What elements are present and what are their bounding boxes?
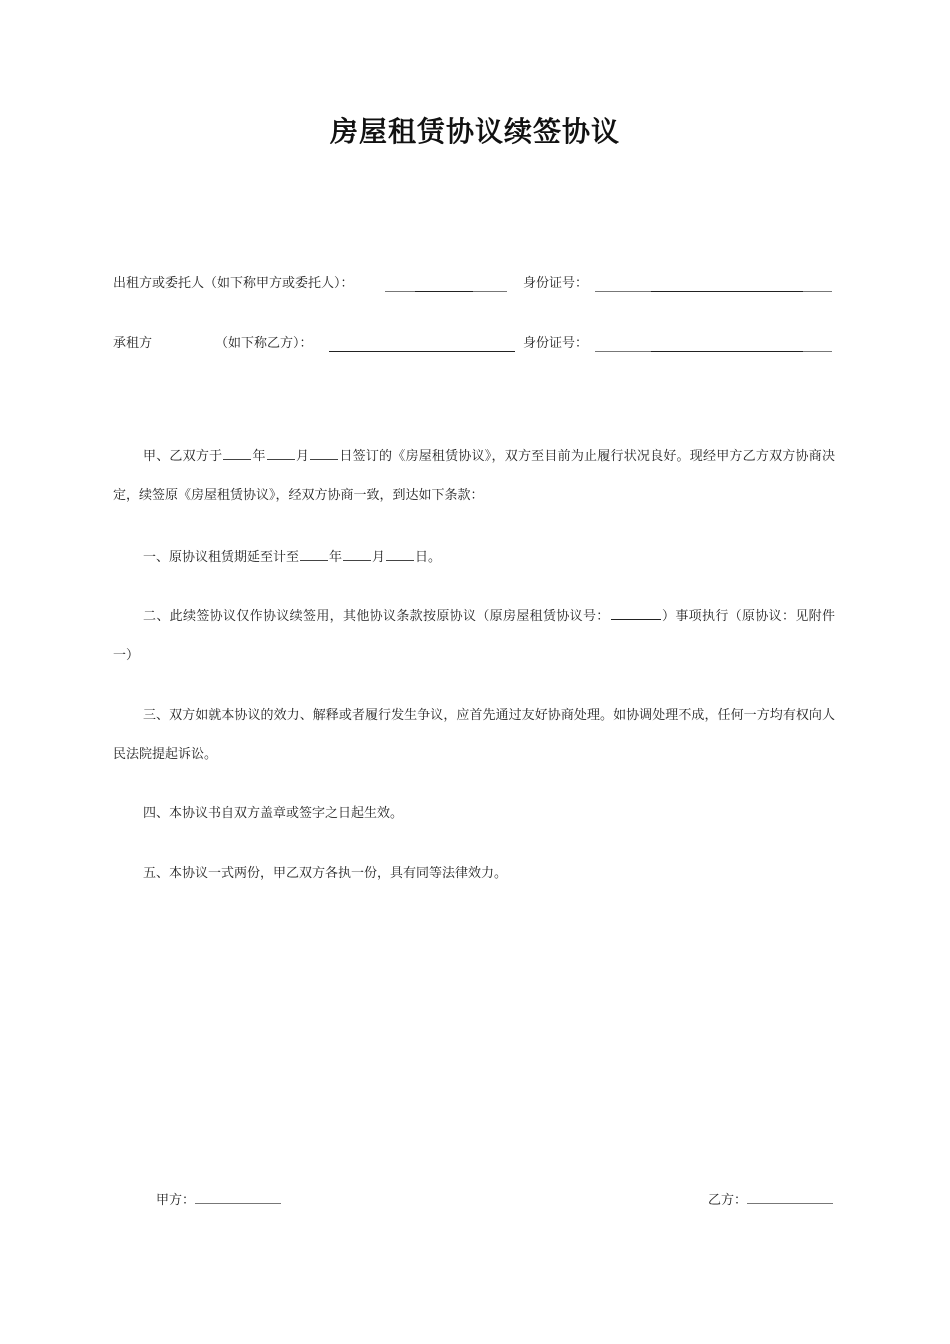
signature-party-a — [156, 1190, 281, 1212]
intro-month-blank[interactable] — [267, 445, 295, 460]
lessor-row — [113, 273, 833, 295]
intro-text-a: 甲、乙双方于 — [143, 449, 223, 464]
clause-5: 五、本协议一式两份，甲乙双方各执一份，具有同等法律效力。 — [143, 866, 508, 881]
lessee-label-note: （如下称乙方）： — [215, 336, 313, 351]
document-title: 房屋租赁协议续签协议 — [329, 115, 620, 148]
intro-text-year: 年 — [252, 449, 266, 464]
clause-1 — [113, 538, 835, 577]
lessor-id-label: 身份证号： — [523, 276, 589, 291]
signature-party-b — [708, 1190, 833, 1212]
clause-3: 三、双方如就本协议的效力、解释或者履行发生争议，应首先通过友好协商处理。如协调处理不成，任何一方均有权向人民法院提起诉讼。 — [113, 708, 835, 762]
clause-1-day-blank[interactable] — [386, 546, 414, 561]
intro-day-blank[interactable] — [310, 445, 338, 460]
party-b-label: 乙方： — [708, 1193, 748, 1208]
clause-1-day: 日。 — [415, 550, 442, 565]
intro-text-month: 月 — [295, 449, 310, 464]
party-b-signature-blank[interactable] — [747, 1190, 833, 1204]
clause-2 — [113, 597, 835, 675]
clause-1-year: 年 — [329, 550, 343, 565]
intro-year-blank[interactable] — [223, 445, 251, 460]
lessee-row — [113, 333, 833, 355]
clause-1-text: 一、原协议租赁期延至计至 — [143, 550, 300, 565]
party-a-signature-blank[interactable] — [195, 1190, 281, 1204]
lessor-label: 出租方或委托人（如下称甲方或委托人）： — [113, 276, 354, 291]
clause-4: 四、本协议书自双方盖章或签字之日起生效。 — [143, 806, 404, 821]
clause-1-month-blank[interactable] — [343, 546, 371, 561]
party-a-label: 甲方： — [156, 1193, 196, 1208]
lessee-id-label: 身份证号： — [523, 336, 589, 351]
intro-text-rest: 日签订的《房屋租赁协议》，双方至目前为止履行状况良好。现经甲方乙方双方协商决定，续签原《房屋租赁协议》，经双方协商一致，到达如下条款： — [113, 449, 835, 503]
clause-2-text-b: ）事项执行（原协议：见附件一） — [113, 609, 835, 663]
lessee-label: 承租方 — [113, 336, 153, 351]
clause-1-month: 月 — [372, 550, 386, 565]
intro-paragraph — [113, 437, 835, 515]
clause-2-text-a: 二、此续签协议仅作协议续签用，其他协议条款按原协议（原房屋租赁协议号： — [143, 609, 610, 624]
clause-1-year-blank[interactable] — [300, 546, 328, 561]
agreement-number-blank[interactable] — [611, 605, 661, 620]
